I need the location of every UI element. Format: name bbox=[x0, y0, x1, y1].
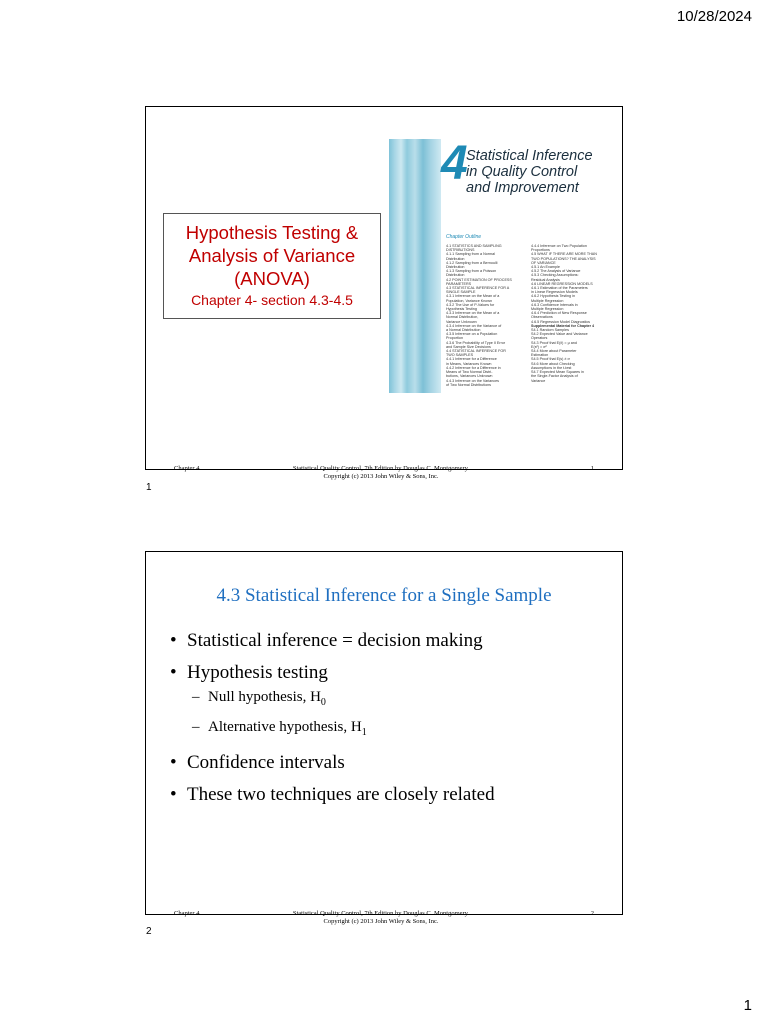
toc-line: 4.6 LINEAR REGRESSION MODELS bbox=[531, 281, 593, 286]
toc-line: Distribution bbox=[446, 273, 465, 278]
toc-line: Operators bbox=[531, 336, 548, 341]
cover-outline-label: Chapter Outline bbox=[446, 234, 482, 240]
bullet-marker: • bbox=[170, 662, 177, 683]
toc-line: 4.3.4 Inference on the Variance of bbox=[446, 323, 502, 328]
toc-line: OF VARIANCE bbox=[531, 260, 556, 265]
toc-line: butions, Variances Unknown bbox=[446, 374, 493, 379]
toc-line: 4.1.1 Sampling from a Normal bbox=[446, 252, 495, 257]
toc-line: Residual Analysis bbox=[531, 277, 560, 282]
toc-line: S4.2 Expected Value and Variance bbox=[531, 332, 588, 337]
toc-line: 4.3 STATISTICAL INFERENCE FOR A bbox=[446, 286, 510, 291]
page-number: 1 bbox=[743, 997, 752, 1014]
toc-line: Observations bbox=[531, 315, 553, 320]
cover-title bbox=[466, 148, 593, 196]
slide-label-2: 2 bbox=[146, 926, 152, 937]
bullet-item bbox=[170, 784, 495, 806]
bullet-item bbox=[170, 752, 495, 774]
bullet-item bbox=[170, 630, 495, 652]
bullet-text: Confidence intervals bbox=[187, 752, 345, 773]
toc-line: 4.3.3 Inference on the Mean of a bbox=[446, 311, 500, 316]
toc-line: Distribution bbox=[446, 265, 465, 270]
toc-line: 4.5.3 Checking Assumptions: bbox=[531, 273, 579, 278]
sub-bullet-item bbox=[192, 718, 495, 742]
toc-line: SINGLE SAMPLE bbox=[446, 290, 476, 295]
toc-line: 4.1 STATISTICS AND SAMPLING bbox=[446, 244, 502, 248]
sub-bullet-marker: – bbox=[192, 689, 200, 705]
toc-line: DISTRIBUTIONS bbox=[446, 248, 475, 253]
bullet-marker: • bbox=[170, 752, 177, 773]
footer-citation-line-2: Copyright (c) 2013 John Wiley & Sons, Inc. bbox=[323, 473, 439, 480]
sub-bullet-text: Alternative hypothesis, $H_1$ bbox=[208, 719, 367, 738]
cover-toc-right bbox=[531, 244, 607, 383]
bullet-marker: • bbox=[170, 784, 177, 805]
toc-line: S4.7 Expected Mean Squares in bbox=[531, 370, 584, 375]
toc-line: Multiple Regression bbox=[531, 298, 564, 303]
toc-line: TWO POPULATIONS? THE ANALYSIS bbox=[531, 256, 596, 261]
toc-line: TWO SAMPLES bbox=[446, 353, 474, 358]
toc-line: 4.6.3 Confidence Intervals in bbox=[531, 302, 578, 307]
toc-line: 4.6.5 Regression Model Diagnostics bbox=[531, 319, 591, 324]
toc-line: 4.3.2 The Use of P-Values for bbox=[446, 302, 495, 307]
toc-line: 4.2 POINT ESTIMATION OF PROCESS bbox=[446, 277, 512, 282]
toc-line: S4.5 Proof that E(s) ≠ σ bbox=[531, 357, 570, 362]
cover-title-line-2: in Quality Control bbox=[466, 164, 578, 180]
slide-label-1: 1 bbox=[146, 482, 152, 493]
toc-line: Means of Two Normal Distri- bbox=[446, 370, 493, 375]
toc-line: E(s²) = σ² bbox=[531, 344, 547, 349]
title-line-3: (ANOVA) bbox=[234, 268, 310, 289]
cover-chapter-number: 4 bbox=[441, 137, 468, 190]
footer-chapter: Chapter 4 bbox=[174, 465, 200, 472]
title-line-2: Analysis of Variance bbox=[188, 245, 356, 266]
toc-line: 4.4.2 Inference for a Difference in bbox=[446, 365, 501, 370]
title-subtitle: Chapter 4- section 4.3-4.5 bbox=[191, 292, 353, 308]
bullet-marker: • bbox=[170, 630, 177, 651]
slide-title: 4.3 Statistical Inference for a Single Sample bbox=[216, 585, 552, 606]
toc-line: 4.4.1 Inference for a Difference bbox=[446, 357, 497, 362]
toc-line: Supplemental Material for Chapter 4 bbox=[531, 323, 595, 328]
toc-line: 4.3.5 Inference on a Population bbox=[446, 332, 498, 337]
slide-1 bbox=[145, 106, 623, 480]
toc-line: 4.1.2 Sampling from a Bernoulli bbox=[446, 260, 498, 265]
sub-bullet-item bbox=[192, 688, 495, 712]
toc-line: Hypothesis Testing bbox=[446, 307, 477, 312]
toc-line: in Means, Variances Known bbox=[446, 361, 492, 366]
toc-line: Assumptions in the t-test bbox=[531, 365, 572, 370]
toc-line: Variance bbox=[531, 378, 546, 383]
footer-citation-line-1: Statistical Quality Control, 7th Edition by Douglas C. Montgomery. bbox=[292, 465, 470, 472]
bullet-item bbox=[170, 662, 495, 684]
toc-line: the Single-Factor Analysis of bbox=[531, 374, 578, 379]
slide-title-box bbox=[163, 213, 381, 319]
bullet-text: These two techniques are closely related bbox=[187, 784, 495, 805]
book-cover-image bbox=[389, 139, 609, 393]
toc-line: Estimation bbox=[531, 353, 549, 358]
footer-slide-number: 2 bbox=[590, 910, 594, 917]
toc-line: 4.5.2 The Analysis of Variance bbox=[531, 269, 581, 274]
bullet-text: Statistical inference = decision making bbox=[187, 630, 483, 651]
footer-citation bbox=[266, 465, 496, 481]
toc-line: 4.4.4 Inference on Two Population bbox=[531, 244, 587, 248]
slide-2 bbox=[145, 551, 623, 925]
toc-line: 4.1.3 Sampling from a Poisson bbox=[446, 269, 497, 274]
toc-line: 4.5.1 An Example bbox=[531, 265, 560, 270]
toc-line: 4.5 WHAT IF THERE ARE MORE THAN bbox=[531, 252, 597, 257]
cover-stripes bbox=[389, 139, 441, 393]
footer-chapter: Chapter 4 bbox=[174, 910, 200, 917]
toc-line: a Normal Distribution bbox=[446, 328, 481, 333]
cover-title-line-1: Statistical Inference bbox=[466, 148, 593, 164]
toc-line: Normal Distribution, bbox=[446, 315, 479, 320]
toc-line: S4.6 More about Checking bbox=[531, 361, 575, 366]
toc-line: S4.4 More about Parameter bbox=[531, 349, 577, 354]
toc-line: and Sample Size Decisions bbox=[446, 344, 491, 349]
toc-line: 4.3.6 The Probability of Type II Error bbox=[446, 340, 506, 345]
toc-line: Distribution bbox=[446, 256, 465, 261]
cover-title-line-3: and Improvement bbox=[466, 180, 579, 196]
toc-line: S4.3 Proof that E(x̄) = μ and bbox=[531, 340, 577, 345]
toc-line: 4.4 STATISTICAL INFERENCE FOR bbox=[446, 349, 506, 354]
footer-slide-number: 1 bbox=[590, 465, 594, 472]
sub-bullet-marker: – bbox=[192, 719, 200, 735]
cover-toc-left bbox=[446, 244, 526, 387]
page-date: 10/28/2024 bbox=[676, 8, 752, 25]
sub-bullet-text: Null hypothesis, $H_0$ bbox=[208, 689, 326, 708]
bullet-list bbox=[170, 630, 495, 816]
footer-citation-line-2: Copyright (c) 2013 John Wiley & Sons, Inc. bbox=[323, 918, 439, 925]
toc-line: 4.6.4 Prediction of New Response bbox=[531, 311, 587, 316]
toc-line: of Two Normal Distributions bbox=[446, 382, 492, 387]
toc-line: PARAMETERS bbox=[446, 281, 472, 286]
title-line-1: Hypothesis Testing & bbox=[185, 222, 359, 243]
toc-line: Population, Variance Known bbox=[446, 298, 493, 303]
toc-line: S4.1 Random Samples bbox=[531, 328, 569, 333]
toc-line: Variance Unknown bbox=[446, 319, 477, 324]
bullet-text: Hypothesis testing bbox=[187, 662, 328, 683]
toc-line: Proportions bbox=[531, 248, 550, 253]
toc-line: 4.4.3 Inference on the Variances bbox=[446, 378, 500, 383]
toc-line: in Linear Regression Models bbox=[531, 290, 578, 295]
toc-line: 4.3.1 Inference on the Mean of a bbox=[446, 294, 500, 299]
toc-line: Multiple Regression bbox=[531, 307, 564, 312]
toc-line: 4.6.2 Hypothesis Testing in bbox=[531, 294, 576, 299]
footer-citation bbox=[266, 910, 496, 926]
toc-line: Proportion bbox=[446, 336, 464, 341]
footer-citation-line-1: Statistical Quality Control, 7th Edition by Douglas C. Montgomery. bbox=[292, 910, 470, 917]
toc-line: 4.6.1 Estimation of the Parameters bbox=[531, 286, 588, 291]
